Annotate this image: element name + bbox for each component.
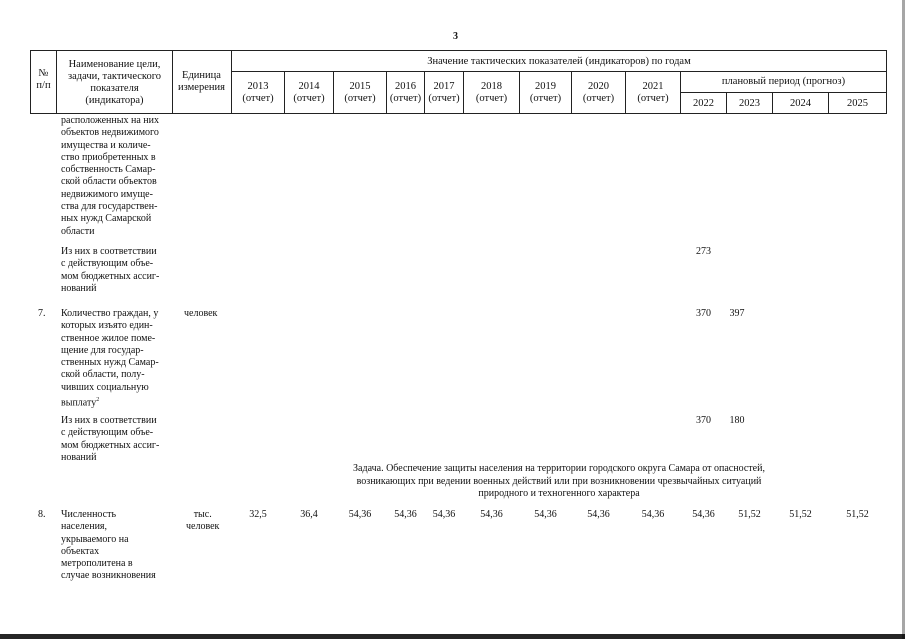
header-year-label: 2016 <box>395 81 416 92</box>
row-7-2023: 397 <box>729 308 745 319</box>
header-forecast-year-2: 2024 <box>790 98 811 109</box>
row-continuation-sub-name: Из них в соответствии с действующим объе- мом бюджетных ассиг- нований <box>61 246 160 294</box>
row-8-value-11: 51,52 <box>789 509 812 520</box>
row-8-number: 8. <box>38 509 46 520</box>
row-8-unit: тыс. человек <box>186 509 220 533</box>
row-8-value-7: 54,36 <box>587 509 610 520</box>
row-8-value-4: 54,36 <box>432 509 456 520</box>
header-forecast-title: плановый период (прогноз) <box>721 76 846 87</box>
row-8-value-5: 54,36 <box>480 509 503 520</box>
row-8-value-3: 54,36 <box>394 509 417 520</box>
header-col-name: Наименование цели, задачи, тактического показателя (индикатора) <box>67 59 162 106</box>
row-8-name: Численность населения, укрываемого на объектах метрополитена в случае возникновения <box>61 509 156 582</box>
row-8-value-2: 54,36 <box>348 509 372 520</box>
header-year-label: 2019 <box>535 81 556 92</box>
header-year-4 <box>425 81 463 105</box>
header-year-note: (отчет) <box>389 93 422 104</box>
header-year-label: 2014 <box>298 81 320 92</box>
row-7-sub-name: Из них в соответствии с действующим объе- мом бюджетных ассиг- нований <box>61 415 160 463</box>
row-7-name <box>61 308 159 410</box>
header-year-3 <box>387 81 424 105</box>
header-year-label: 2013 <box>247 81 269 92</box>
header-year-1 <box>285 81 333 105</box>
row-8-value-9: 54,36 <box>692 509 715 520</box>
row-continuation-sub-2022: 273 <box>696 246 711 257</box>
header-year-label: 2018 <box>481 81 502 92</box>
header-year-0 <box>232 81 284 105</box>
header-year-note: (отчет) <box>344 93 376 104</box>
header-col-unit: Единица измерения <box>178 70 225 93</box>
row-7-sub-2023: 180 <box>729 415 745 426</box>
header-year-6 <box>520 81 571 105</box>
header-year-note: (отчет) <box>637 93 669 104</box>
header-year-note: (отчет) <box>242 93 274 104</box>
page-number: 3 <box>453 31 458 42</box>
header-group-title: Значение тактических показателей (индикаторов) по годам <box>427 56 691 67</box>
scan-edge-bottom <box>0 634 905 639</box>
header-year-note: (отчет) <box>293 93 325 104</box>
header-year-5 <box>464 81 519 105</box>
header-year-7 <box>572 81 625 105</box>
row-8-value-6: 54,36 <box>534 509 557 520</box>
row-8-value-1: 36,4 <box>300 509 318 520</box>
header-year-8 <box>626 81 680 105</box>
row-7-footnote-mark: 2 <box>96 397 100 404</box>
header-year-note: (отчет) <box>475 93 508 104</box>
row-continuation-name: расположенных на них объектов недвижимого имущества и количе- ство приобретенных в собственность Самар- ской области объектов недвижимого имуще- ства для государствен- ных нужд Самарской области <box>61 115 159 237</box>
header-year-label: 2015 <box>349 81 371 92</box>
row-7-sub-2022: 370 <box>696 415 711 426</box>
row-7-name-text: Количество граждан, у которых изъято един- ственное жилое поме- щение для государ- ственных нужд Самар- ской области, полу- чивших социальную выплату <box>61 308 159 409</box>
header-year-label: 2021 <box>642 81 664 92</box>
header-year-label: 2020 <box>588 81 609 92</box>
header-forecast-year-3: 2025 <box>847 98 868 109</box>
row-7-2022: 370 <box>696 308 711 319</box>
header-year-note: (отчет) <box>428 93 460 104</box>
row-8-value-0: 32,5 <box>249 509 267 520</box>
header-col-number: № п/п <box>36 68 51 91</box>
header-year-note: (отчет) <box>582 93 615 104</box>
row-8-value-10: 51,52 <box>738 509 761 520</box>
row-8-value-12: 51,52 <box>846 509 869 520</box>
header-year-label: 2017 <box>433 81 455 92</box>
task-heading: Задача. Обеспечение защиты населения на территории городского округа Самара от опасностей, возникающих при ведении военных действий или при возникновении чрезвычайных ситуаций природного и техногенного характера <box>353 463 765 499</box>
row-8-value-8: 54,36 <box>641 509 665 520</box>
header-forecast-year-0: 2022 <box>693 98 714 109</box>
row-7-number: 7. <box>38 308 46 319</box>
row-7-unit: человек <box>184 308 218 319</box>
header-year-note: (отчет) <box>529 93 562 104</box>
header-forecast-year-1: 2023 <box>739 98 760 109</box>
header-year-2 <box>334 81 386 105</box>
